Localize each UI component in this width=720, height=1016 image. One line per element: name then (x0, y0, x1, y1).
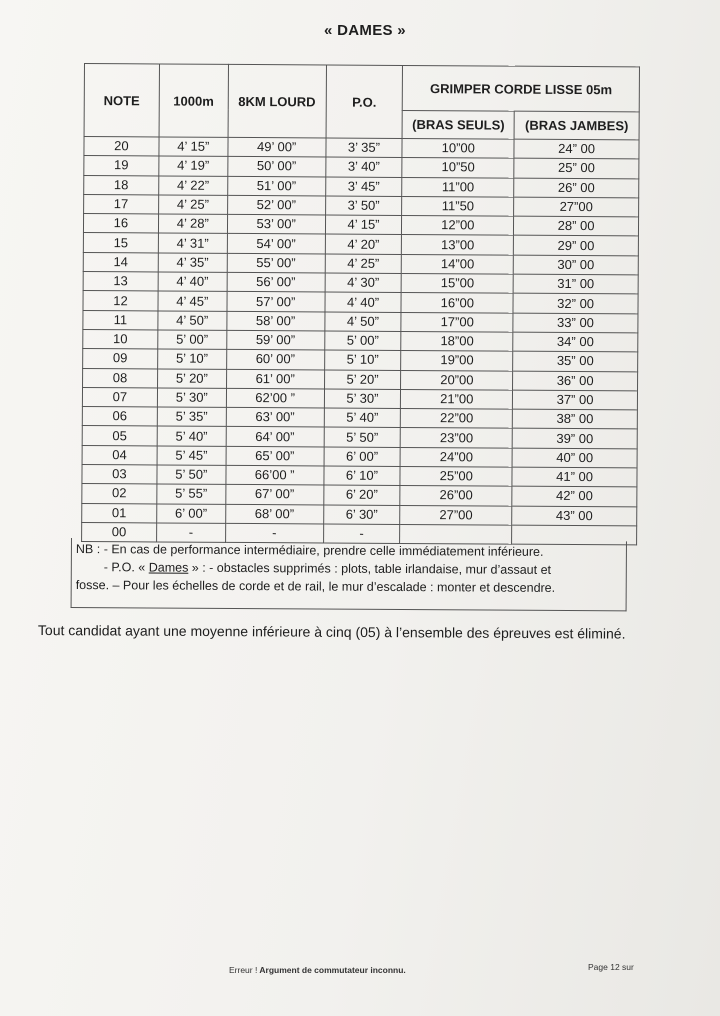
cell-po: 5’ 30” (324, 389, 401, 409)
cell-8km: 51’ 00” (227, 176, 325, 196)
cell-1000m: 5’ 30” (157, 388, 226, 408)
cell-8km: 60’ 00” (226, 350, 324, 370)
nb-line-1: NB : - En cas de performance intermédiaire, prendre celle immédiatement inférieure. (75, 542, 544, 559)
cell-po: 4’ 25” (325, 254, 402, 274)
cell-po: 6’ 10” (324, 466, 401, 486)
cell-note: 06 (82, 407, 157, 427)
cell-rope-arms: 10”50 (402, 158, 514, 178)
cell-1000m: 4’ 15” (159, 137, 228, 157)
cell-1000m: 5’ 35” (157, 407, 226, 427)
cell-po: 5’ 50” (324, 427, 401, 447)
header-rope: GRIMPER CORDE LISSE 05m (403, 65, 640, 111)
cell-rope-arms-legs: 40” 00 (512, 448, 637, 468)
cell-8km: 58’ 00” (227, 311, 325, 331)
footer-error-prefix: Erreur ! (229, 965, 258, 975)
cell-rope-arms: 23”00 (401, 428, 513, 448)
cell-rope-arms: 11”50 (402, 196, 514, 216)
cell-rope-arms: 18”00 (401, 331, 513, 351)
header-8km: 8KM LOURD (228, 64, 326, 138)
cell-rope-arms: 14”00 (402, 254, 514, 274)
cell-note: 09 (83, 349, 158, 369)
cell-1000m: - (156, 523, 225, 543)
cell-note: 20 (84, 137, 159, 157)
cell-rope-arms: 10”00 (402, 138, 514, 158)
cell-1000m: 5’ 50” (157, 465, 226, 485)
cell-po: 6’ 00” (324, 447, 401, 467)
cell-8km: 68’ 00” (225, 504, 323, 524)
cell-po: 5’ 00” (324, 331, 401, 351)
cell-rope-arms-legs: 26” 00 (514, 178, 639, 198)
cell-rope-arms-legs: 32” 00 (513, 294, 638, 314)
cell-1000m: 5’ 55” (157, 484, 226, 504)
cell-rope-arms-legs: 31” 00 (513, 274, 638, 294)
header-note: NOTE (84, 64, 159, 137)
cell-rope-arms: 19”00 (401, 351, 513, 371)
cell-rope-arms-legs: 27”00 (514, 197, 639, 217)
elimination-note: Tout candidat ayant une moyenne inférieure à cinq (05) à l’ensemble des épreuves est éliminé. (37, 622, 626, 642)
cell-rope-arms-legs: 42” 00 (512, 486, 637, 506)
cell-8km: - (225, 523, 323, 543)
cell-po: 4’ 15” (325, 215, 402, 235)
cell-po: 5’ 40” (324, 408, 401, 428)
cell-8km: 55’ 00” (227, 253, 325, 273)
cell-note: 17 (84, 194, 159, 214)
cell-note: 19 (84, 156, 159, 176)
cell-note: 01 (82, 503, 157, 523)
cell-po: 4’ 40” (325, 292, 402, 312)
cell-note: 11 (83, 310, 158, 330)
cell-1000m: 5’ 40” (157, 426, 226, 446)
cell-8km: 52’ 00” (227, 195, 325, 215)
cell-1000m: 4’ 22” (159, 176, 228, 196)
cell-1000m: 6’ 00” (157, 504, 226, 524)
cell-rope-arms-legs: 38” 00 (512, 409, 637, 429)
cell-rope-arms-legs: 25” 00 (514, 158, 639, 178)
cell-po: 4’ 30” (325, 273, 402, 293)
cell-rope-arms: 17”00 (401, 312, 513, 332)
header-po: P.O. (326, 65, 403, 138)
cell-rope-arms-legs: 30” 00 (513, 255, 638, 275)
cell-8km: 63’ 00” (226, 408, 324, 428)
cell-rope-arms: 24”00 (400, 447, 512, 467)
footer-error (229, 965, 406, 975)
cell-8km: 61’ 00” (226, 369, 324, 389)
nb-line-3: fosse. – Pour les échelles de corde et de rail, le mur d’escalade : monter et descendre. (75, 578, 556, 595)
cell-rope-arms-legs: 29” 00 (514, 236, 639, 256)
cell-rope-arms-legs: 36” 00 (513, 371, 638, 391)
cell-rope-arms-legs: 39” 00 (512, 429, 637, 449)
cell-po: 6’ 20” (323, 485, 400, 505)
cell-po: 3’ 40” (325, 157, 402, 177)
cell-rope-arms: 25”00 (400, 466, 512, 486)
cell-8km: 49’ 00” (228, 137, 326, 157)
cell-8km: 64’ 00” (226, 427, 324, 447)
cell-1000m: 4’ 31” (158, 233, 227, 253)
cell-1000m: 5’ 45” (157, 446, 226, 466)
footer-page-number: Page 12 sur (588, 962, 634, 972)
cell-1000m: 4’ 50” (158, 311, 227, 331)
cell-rope-arms-legs: 28” 00 (514, 216, 639, 236)
cell-po: 3’ 35” (326, 138, 403, 158)
cell-po: 4’ 20” (325, 234, 402, 254)
cell-1000m: 4’ 45” (158, 291, 227, 311)
cell-po: 3’ 50” (325, 196, 402, 216)
cell-po: 5’ 20” (324, 370, 401, 390)
cell-8km: 65’ 00” (226, 446, 324, 466)
cell-po: - (323, 524, 400, 544)
cell-po: 6’ 30” (323, 505, 400, 525)
cell-8km: 67’ 00” (226, 485, 324, 505)
cell-1000m: 5’ 00” (158, 330, 227, 350)
cell-note: 03 (82, 465, 157, 485)
cell-8km: 50’ 00” (228, 157, 326, 177)
cell-1000m: 4’ 19” (159, 156, 228, 176)
cell-8km: 56’ 00” (227, 272, 325, 292)
page-title: « DAMES » (324, 22, 406, 39)
cell-1000m: 4’ 35” (158, 253, 227, 273)
nb-note-box (71, 538, 627, 611)
cell-rope-arms: 15”00 (402, 274, 514, 294)
cell-rope-arms-legs: 35” 00 (513, 351, 638, 371)
cell-po: 4’ 50” (324, 312, 401, 332)
nb-line-2-prefix: - P.O. « (103, 560, 149, 575)
header-rope-arms: (BRAS SEULS) (402, 110, 514, 139)
cell-rope-arms: 12”00 (402, 216, 514, 236)
cell-8km: 66’00 ” (226, 465, 324, 485)
cell-note: 05 (82, 426, 157, 446)
cell-8km: 59’ 00” (227, 330, 325, 350)
cell-note: 15 (83, 233, 158, 253)
cell-note: 02 (82, 484, 157, 504)
cell-rope-arms: 13”00 (402, 235, 514, 255)
cell-1000m: 5’ 10” (157, 349, 226, 369)
cell-8km: 53’ 00” (227, 215, 325, 235)
cell-note: 00 (82, 522, 157, 542)
score-table-body (82, 137, 639, 546)
header-rope-arms-legs: (BRAS JAMBES) (514, 111, 639, 140)
cell-rope-arms-legs: 34” 00 (513, 332, 638, 352)
cell-rope-arms: 16”00 (401, 293, 513, 313)
cell-note: 08 (83, 368, 158, 388)
cell-rope-arms-legs: 37” 00 (513, 390, 638, 410)
header-1000m: 1000m (159, 64, 228, 137)
cell-note: 18 (84, 175, 159, 195)
cell-note: 07 (82, 387, 157, 407)
cell-rope-arms: 26”00 (400, 486, 512, 506)
cell-note: 12 (83, 291, 158, 311)
cell-1000m: 4’ 40” (158, 272, 227, 292)
cell-rope-arms: 27”00 (400, 505, 512, 525)
cell-note: 10 (83, 329, 158, 349)
cell-rope-arms: 11”00 (402, 177, 514, 197)
cell-rope-arms-legs: 24” 00 (514, 139, 639, 159)
cell-1000m: 5’ 20” (157, 369, 226, 389)
cell-rope-arms: 21”00 (401, 389, 513, 409)
cell-note: 13 (83, 272, 158, 292)
score-table (81, 63, 640, 546)
cell-8km: 57’ 00” (227, 292, 325, 312)
cell-note: 14 (83, 252, 158, 272)
cell-rope-arms: 22”00 (401, 409, 513, 429)
nb-line-2-suffix: » : - obstacles supprimés : plots, table irlandaise, mur d’assaut et (188, 560, 552, 577)
cell-rope-arms-legs: 41” 00 (512, 467, 637, 487)
nb-dames-link: Dames (148, 560, 189, 575)
cell-1000m: 4’ 25” (158, 195, 227, 215)
cell-1000m: 4’ 28” (158, 214, 227, 234)
cell-rope-arms-legs: 33” 00 (513, 313, 638, 333)
cell-po: 5’ 10” (324, 350, 401, 370)
cell-8km: 54’ 00” (227, 234, 325, 254)
cell-8km: 62’00 ” (226, 388, 324, 408)
cell-note: 04 (82, 445, 157, 465)
cell-rope-arms-legs: 43” 00 (512, 506, 637, 526)
cell-rope-arms: 20”00 (401, 370, 513, 390)
footer-error-text: Argument de commutateur inconnu. (257, 965, 406, 975)
cell-note: 16 (83, 214, 158, 234)
cell-po: 3’ 45” (325, 177, 402, 197)
